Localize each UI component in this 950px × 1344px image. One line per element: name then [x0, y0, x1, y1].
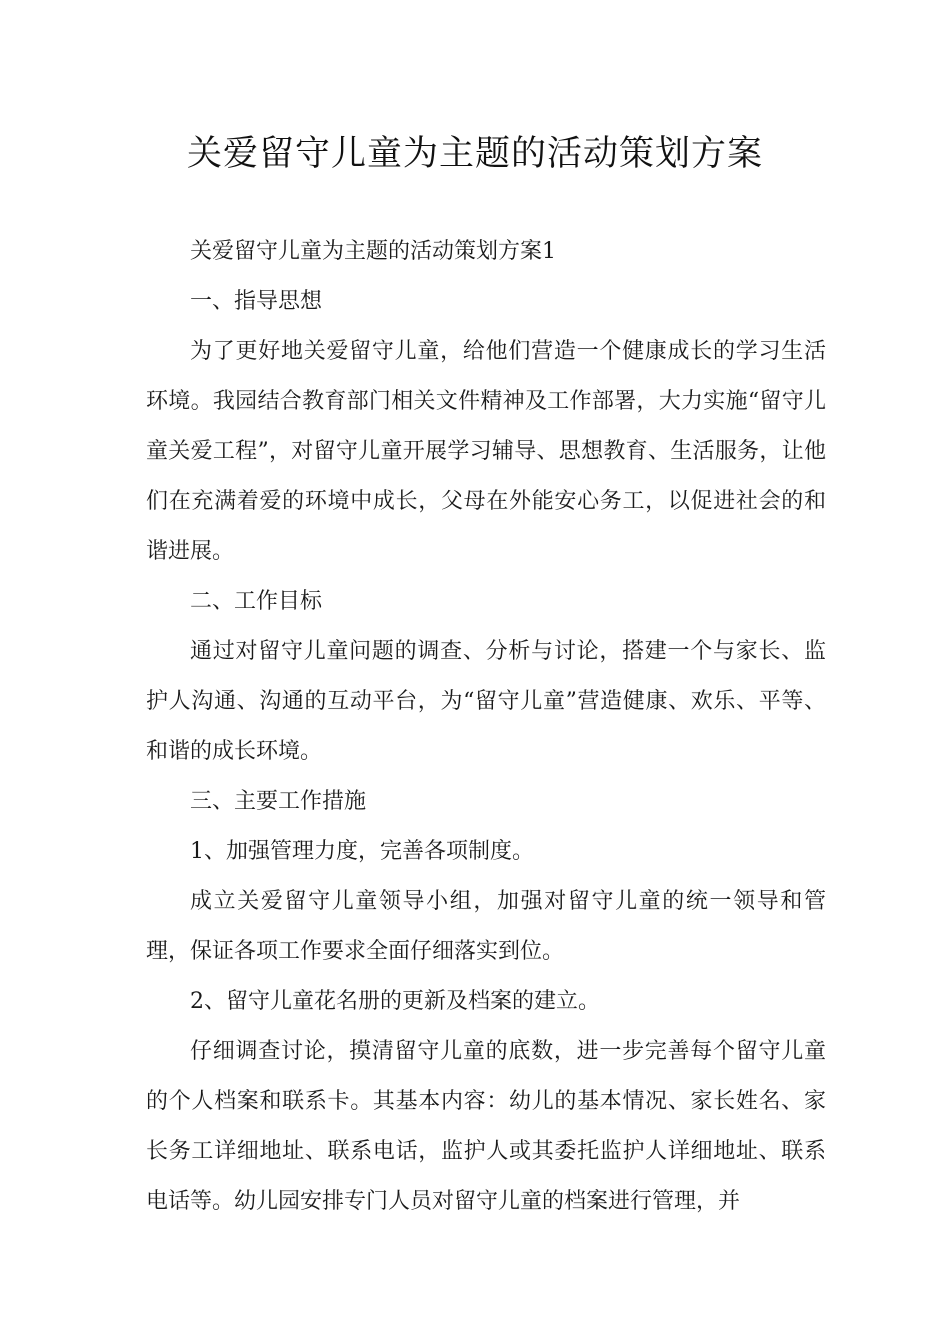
paragraph-measure-1: 成立关爱留守儿童领导小组，加强对留守儿童的统一领导和管理，保证各项工作要求全面仔细落实到位。 [146, 889, 826, 964]
section-heading-work-goals: 二、工作目标 [190, 589, 323, 614]
measure-heading-2: 2、留守儿童花名册的更新及档案的建立。 [190, 989, 600, 1014]
subtitle-paragraph: 关爱留守儿童为主题的活动策划方案1 [190, 239, 556, 264]
section-heading-guiding-thought: 一、指导思想 [190, 289, 323, 314]
paragraph-guiding-thought: 为了更好地关爱留守儿童，给他们营造一个健康成长的学习生活环境。我园结合教育部门相关文件精神及工作部署，大力实施“留守儿童关爱工程”，对留守儿童开展学习辅导、思想教育、生活服务，让他们在充满着爱的环境中成长，父母在外能安心务工，以促进社会的和谐进展。 [146, 339, 826, 564]
measure-heading-1: 1、加强管理力度，完善各项制度。 [190, 839, 534, 864]
paragraph-work-goals: 通过对留守儿童问题的调查、分析与讨论，搭建一个与家长、监护人沟通、沟通的互动平台，为“留守儿童”营造健康、欢乐、平等、和谐的成长环境。 [146, 639, 826, 764]
document-body [146, 227, 826, 1227]
section-heading-main-measures: 三、主要工作措施 [190, 789, 367, 814]
document-title: 关爱留守儿童为主题的活动策划方案 [186, 134, 763, 174]
paragraph-measure-2: 仔细调查讨论，摸清留守儿童的底数，进一步完善每个留守儿童的个人档案和联系卡。其基本内容：幼儿的基本情况、家长姓名、家长务工详细地址、联系电话，监护人或其委托监护人详细地址、联系电话等。幼儿园安排专门人员对留守儿童的档案进行管理，并 [146, 1039, 826, 1214]
